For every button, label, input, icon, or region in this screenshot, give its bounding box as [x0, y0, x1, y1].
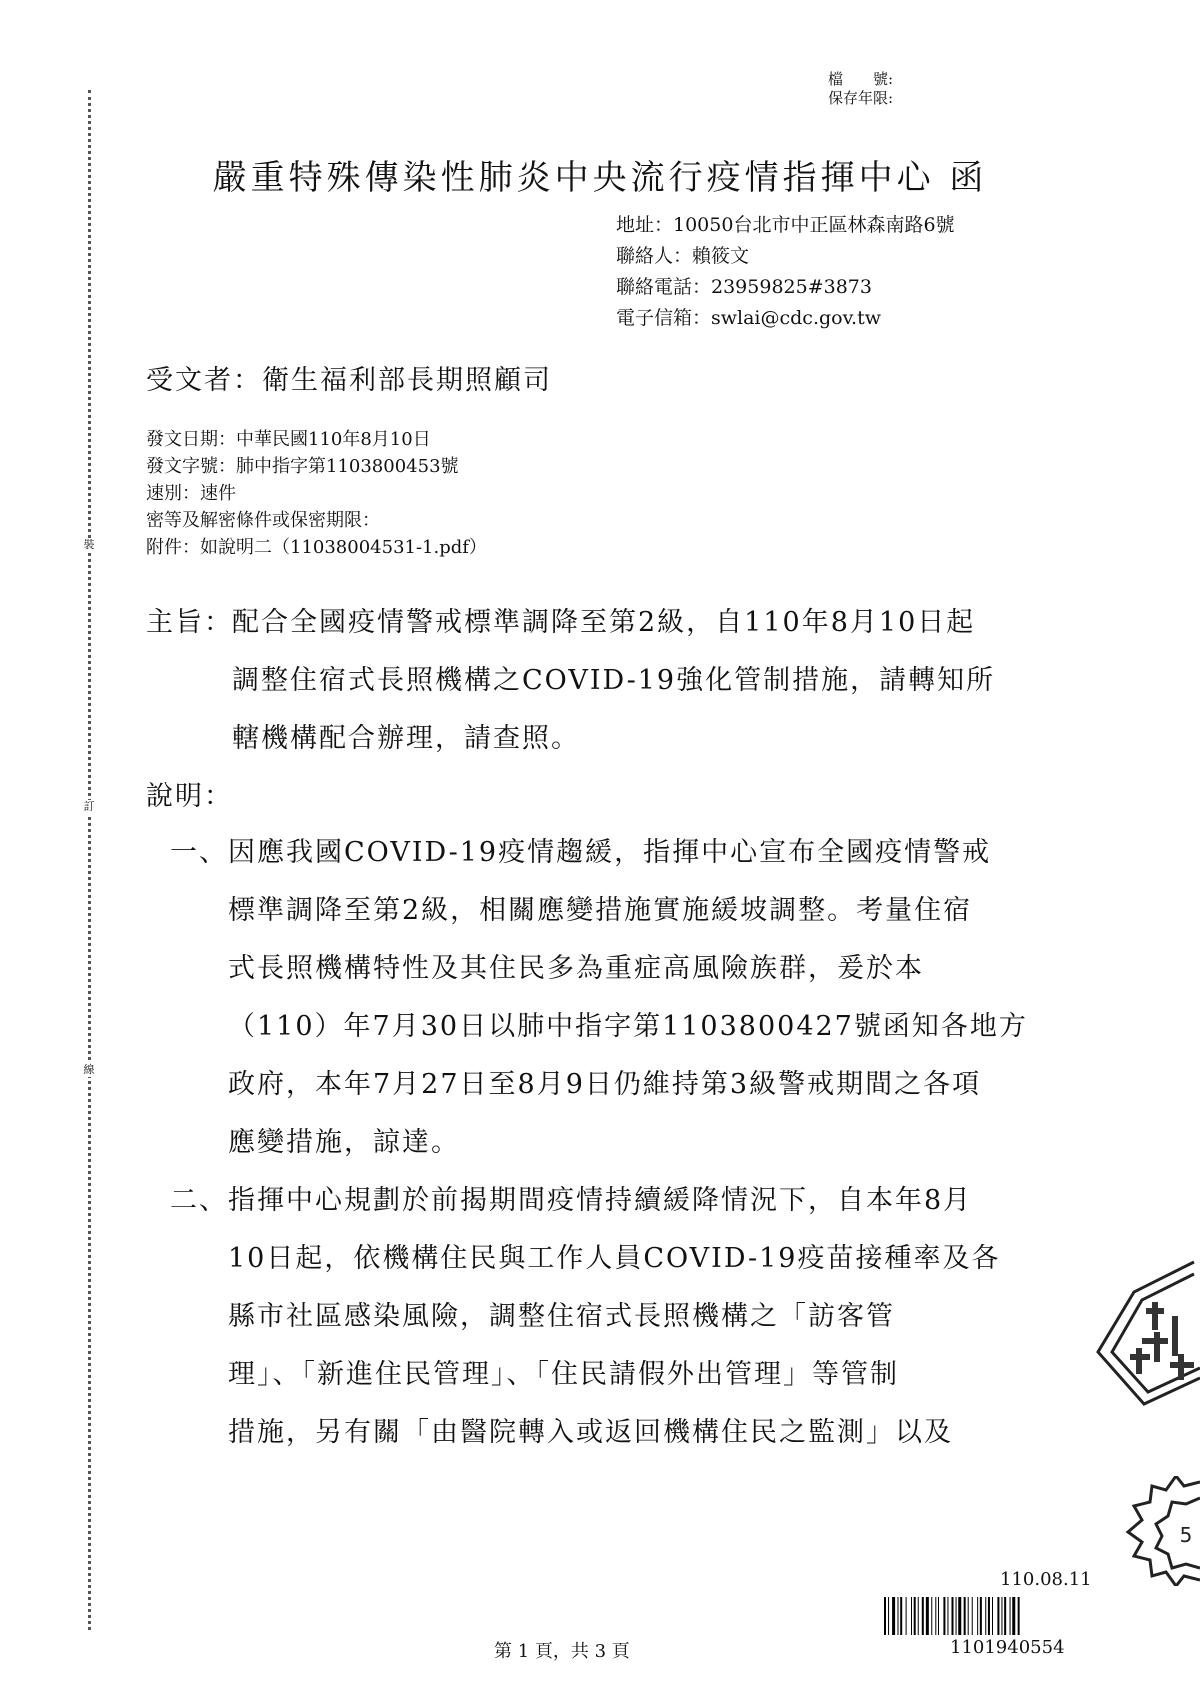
file-number-label: 檔 號:	[828, 70, 894, 88]
item-line: 式長照機構特性及其住民多為重症高風險族群，爰於本	[228, 953, 924, 984]
margin-label-zhuang: 裝	[80, 538, 98, 552]
item-line: 政府，本年7月27日至8月9日仍維持第3級警戒期間之各項	[228, 1069, 982, 1100]
received-date-stamp: 110.08.11	[1000, 1569, 1092, 1590]
receipt-seal-icon	[1114, 1476, 1200, 1586]
item-line: 指揮中心規劃於前揭期間疫情持續緩降情況下，自本年8月	[228, 1185, 973, 1216]
document-title: 嚴重特殊傳染性肺炎中央流行疫情指揮中心 函	[212, 158, 988, 198]
contact-block	[616, 210, 955, 334]
page-indicator: 第 1 頁，共 3 頁	[494, 1641, 630, 1662]
recipient: 受文者：衛生福利部長期照顧司	[146, 365, 552, 396]
explanation-label: 說明：	[146, 781, 233, 812]
margin-label-ding: 訂	[80, 800, 98, 814]
contact-person: 聯絡人：賴筱文	[616, 245, 750, 267]
contact-address: 地址：10050台北市中正區林森南路6號	[616, 214, 955, 236]
item-line: 10日起，依機構住民與工作人員COVID-19疫苗接種率及各	[228, 1243, 1001, 1274]
item-line: 因應我國COVID-19疫情趨緩，指揮中心宣布全國疫情警戒	[228, 837, 992, 868]
subject-line: 配合全國疫情警戒標準調降至第2級，自110年8月10日起	[232, 607, 976, 638]
item-number: 二、	[170, 1185, 228, 1216]
contact-email: 電子信箱：swlai@cdc.gov.tw	[616, 307, 881, 329]
dispatch-speed: 速別：速件	[146, 483, 236, 504]
dispatch-meta	[146, 426, 487, 561]
item-line: 標準調降至第2級，相關應變措施實施緩坡調整。考量住宿	[228, 895, 973, 926]
item-line: 應變措施，諒達。	[228, 1127, 460, 1158]
contact-phone: 聯絡電話：23959825#3873	[616, 276, 872, 298]
subject-line: 調整住宿式長照機構之COVID-19強化管制措施，請轉知所	[232, 665, 996, 696]
item-line: 理」、「新進住民管理」、「住民請假外出管理」等管制	[228, 1359, 899, 1390]
item-line: 措施，另有關「由醫院轉入或返回機構住民之監測」以及	[228, 1417, 953, 1448]
retention-period-label: 保存年限:	[828, 89, 894, 107]
archive-info	[828, 70, 893, 108]
seal-number: 5	[1179, 1523, 1193, 1547]
attachment-info: 附件：如說明二（11038004531-1.pdf）	[146, 537, 487, 558]
subject-line: 轄機構配合辦理，請查照。	[232, 723, 580, 754]
subject-label: 主旨：	[146, 607, 233, 638]
electronic-seal-icon	[1094, 1258, 1200, 1408]
item-line: 縣市社區感染風險，調整住宿式長照機構之「訪客管	[228, 1301, 895, 1332]
dispatch-date: 發文日期：中華民國110年8月10日	[146, 429, 431, 450]
barcode-number: 1101940554	[950, 1637, 1065, 1658]
binding-margin-dotted-line	[88, 90, 91, 1630]
item-number: 一、	[170, 837, 228, 868]
security-level: 密等及解密條件或保密期限：	[146, 510, 380, 531]
dispatch-doc-number: 發文字號：肺中指字第1103800453號	[146, 456, 459, 477]
barcode-icon	[884, 1597, 1084, 1635]
item-line: （110）年7月30日以肺中指字第1103800427號函知各地方	[228, 1011, 1028, 1042]
margin-label-xian: 線	[80, 1063, 98, 1077]
